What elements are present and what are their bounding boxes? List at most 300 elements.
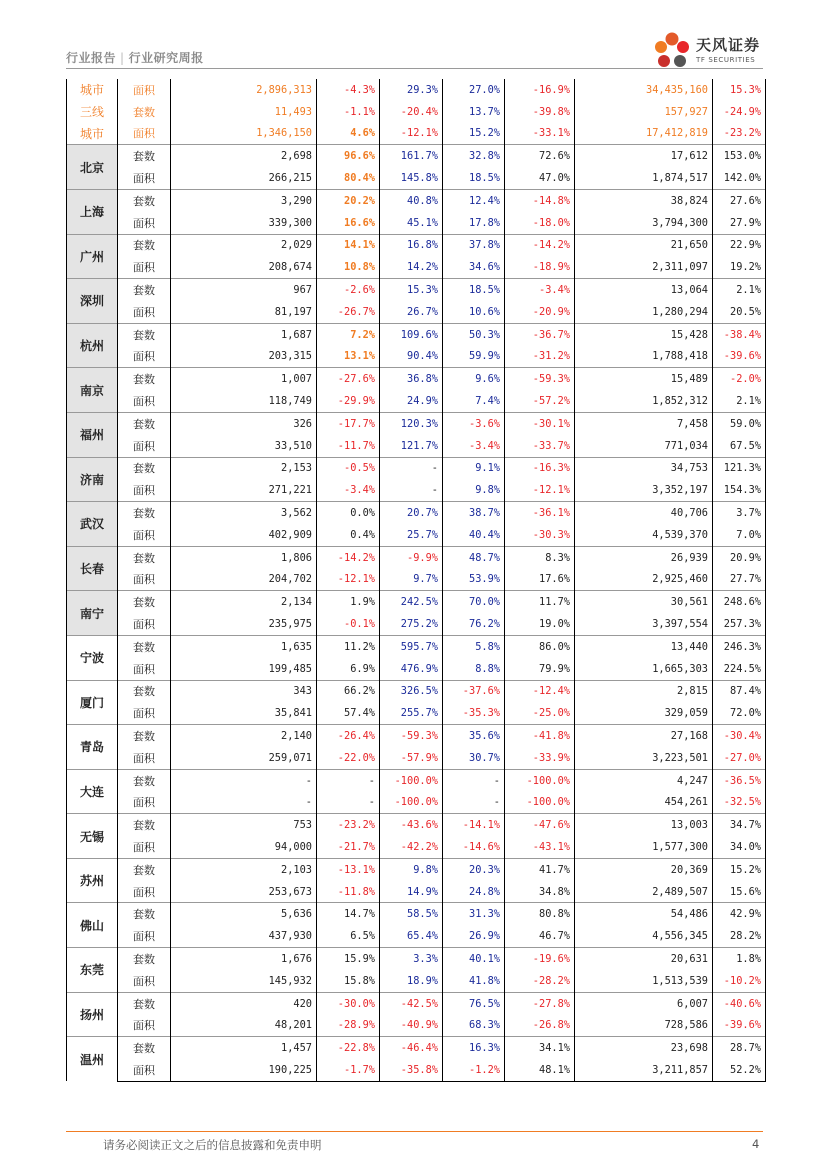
value-cell: 20.9% [713, 546, 766, 568]
value-cell: -28.9% [317, 1014, 380, 1036]
value-cell: 42.9% [713, 903, 766, 925]
city-sales-table [66, 79, 766, 1082]
value-cell: 14.7% [317, 903, 380, 925]
value-cell: 18.5% [443, 279, 505, 301]
value-cell: -18.0% [505, 212, 575, 234]
table-row [67, 412, 766, 434]
value-cell: 26.7% [380, 301, 443, 323]
value-cell: - [317, 769, 380, 791]
value-cell: 728,586 [575, 1014, 713, 1036]
value-cell: 16.6% [317, 212, 380, 234]
value-cell: 40.1% [443, 948, 505, 970]
value-cell: 121.7% [380, 435, 443, 457]
metric-type: 面积 [118, 123, 171, 145]
value-cell: 11.7% [505, 591, 575, 613]
metric-type: 套数 [118, 725, 171, 747]
table-row [67, 301, 766, 323]
value-cell: 20.3% [443, 858, 505, 880]
value-cell: -35.8% [380, 1059, 443, 1081]
value-cell: -26.8% [505, 1014, 575, 1036]
value-cell: 11,493 [171, 101, 317, 123]
value-cell: -43.6% [380, 814, 443, 836]
value-cell: 59.9% [443, 346, 505, 368]
value-cell: 3.7% [713, 502, 766, 524]
page-number: 4 [752, 1137, 760, 1151]
value-cell: 1,676 [171, 948, 317, 970]
value-cell: 66.2% [317, 680, 380, 702]
value-cell: 4.6% [317, 123, 380, 145]
value-cell: 2,896,313 [171, 79, 317, 101]
value-cell: 1,577,300 [575, 836, 713, 858]
value-cell: 242.5% [380, 591, 443, 613]
value-cell: -1.7% [317, 1059, 380, 1081]
city-name: 南宁 [67, 591, 118, 636]
table-row [67, 569, 766, 591]
table-row [67, 479, 766, 501]
metric-type: 面积 [118, 212, 171, 234]
value-cell: -26.7% [317, 301, 380, 323]
metric-type: 套数 [118, 680, 171, 702]
value-cell: 27.7% [713, 569, 766, 591]
table-row [67, 948, 766, 970]
value-cell: 70.0% [443, 591, 505, 613]
value-cell: 14.9% [380, 881, 443, 903]
value-cell: 15.8% [317, 970, 380, 992]
value-cell: 1,457 [171, 1037, 317, 1059]
value-cell: 35.6% [443, 725, 505, 747]
value-cell: -18.9% [505, 256, 575, 278]
value-cell: 14.2% [380, 256, 443, 278]
metric-type: 套数 [118, 101, 171, 123]
value-cell: 19.2% [713, 256, 766, 278]
value-cell: 15.2% [443, 123, 505, 145]
value-cell: -36.7% [505, 323, 575, 345]
value-cell: -33.7% [505, 435, 575, 457]
value-cell: 80.8% [505, 903, 575, 925]
value-cell: 9.6% [443, 368, 505, 390]
value-cell: - [380, 479, 443, 501]
table-row [67, 234, 766, 256]
report-category [66, 49, 204, 66]
value-cell: 40.4% [443, 524, 505, 546]
table-row [67, 903, 766, 925]
value-cell: -14.6% [443, 836, 505, 858]
value-cell: 1,687 [171, 323, 317, 345]
value-cell: 21,650 [575, 234, 713, 256]
value-cell: 34.7% [713, 814, 766, 836]
value-cell: - [171, 792, 317, 814]
value-cell: 57.4% [317, 702, 380, 724]
value-cell: -14.2% [505, 234, 575, 256]
value-cell: -39.6% [713, 346, 766, 368]
value-cell: 6,007 [575, 992, 713, 1014]
value-cell: -1.1% [317, 101, 380, 123]
value-cell: 15,489 [575, 368, 713, 390]
metric-type: 套数 [118, 412, 171, 434]
value-cell: -22.8% [317, 1037, 380, 1059]
value-cell: 2.1% [713, 390, 766, 412]
table-body [67, 79, 766, 1081]
value-cell: 26,939 [575, 546, 713, 568]
value-cell: 199,485 [171, 658, 317, 680]
value-cell: 329,059 [575, 702, 713, 724]
table-row [67, 702, 766, 724]
value-cell: -21.7% [317, 836, 380, 858]
table-row [67, 524, 766, 546]
city-name: 武汉 [67, 502, 118, 547]
table-row [67, 836, 766, 858]
metric-type: 套数 [118, 948, 171, 970]
value-cell: 48.7% [443, 546, 505, 568]
table-row [67, 346, 766, 368]
city-name: 青岛 [67, 725, 118, 770]
metric-type: 面积 [118, 435, 171, 457]
value-cell: 33,510 [171, 435, 317, 457]
metric-type: 面积 [118, 970, 171, 992]
value-cell: - [443, 792, 505, 814]
value-cell: 41.8% [443, 970, 505, 992]
value-cell: -12.1% [317, 569, 380, 591]
value-cell: 1,806 [171, 546, 317, 568]
value-cell: 235,975 [171, 613, 317, 635]
value-cell: 454,261 [575, 792, 713, 814]
metric-type: 套数 [118, 234, 171, 256]
value-cell: -29.9% [317, 390, 380, 412]
metric-type: 套数 [118, 145, 171, 167]
table-row [67, 635, 766, 657]
value-cell: 145.8% [380, 167, 443, 189]
value-cell: 2,103 [171, 858, 317, 880]
value-cell: 27.0% [443, 79, 505, 101]
value-cell: -30.4% [713, 725, 766, 747]
value-cell: -27.8% [505, 992, 575, 1014]
value-cell: -59.3% [380, 725, 443, 747]
value-cell: 7.2% [317, 323, 380, 345]
value-cell: 9.1% [443, 457, 505, 479]
value-cell: 50.3% [443, 323, 505, 345]
metric-type: 面积 [118, 569, 171, 591]
value-cell: 18.5% [443, 167, 505, 189]
value-cell: 753 [171, 814, 317, 836]
value-cell: -26.4% [317, 725, 380, 747]
value-cell: 41.7% [505, 858, 575, 880]
metric-type: 套数 [118, 858, 171, 880]
value-cell: -12.4% [505, 680, 575, 702]
value-cell: -19.6% [505, 948, 575, 970]
value-cell: 28.2% [713, 925, 766, 947]
value-cell: 5,636 [171, 903, 317, 925]
city-name: 苏州 [67, 858, 118, 903]
value-cell: 13,440 [575, 635, 713, 657]
value-cell: - [171, 769, 317, 791]
value-cell: 58.5% [380, 903, 443, 925]
value-cell: -16.9% [505, 79, 575, 101]
value-cell: 20,369 [575, 858, 713, 880]
value-cell: 9.8% [380, 858, 443, 880]
metric-type: 套数 [118, 903, 171, 925]
metric-type: 面积 [118, 1014, 171, 1036]
value-cell: 259,071 [171, 747, 317, 769]
value-cell: 2,698 [171, 145, 317, 167]
value-cell: 20.7% [380, 502, 443, 524]
value-cell: -100.0% [505, 792, 575, 814]
value-cell: -100.0% [505, 769, 575, 791]
value-cell: 203,315 [171, 346, 317, 368]
value-cell: 9.7% [380, 569, 443, 591]
value-cell: -36.1% [505, 502, 575, 524]
value-cell: 76.2% [443, 613, 505, 635]
value-cell: -11.8% [317, 881, 380, 903]
value-cell: 6.5% [317, 925, 380, 947]
value-cell: 16.3% [443, 1037, 505, 1059]
header-weekly-label: 行业研究周报 [128, 51, 204, 65]
value-cell: 59.0% [713, 412, 766, 434]
value-cell: 13,003 [575, 814, 713, 836]
value-cell: -41.8% [505, 725, 575, 747]
value-cell: 40.8% [380, 189, 443, 211]
value-cell: - [380, 457, 443, 479]
table-row [67, 1037, 766, 1059]
value-cell: 94,000 [171, 836, 317, 858]
city-group-label: 三线 [67, 101, 118, 123]
value-cell: -30.1% [505, 412, 575, 434]
value-cell: 2,134 [171, 591, 317, 613]
value-cell: -30.3% [505, 524, 575, 546]
value-cell: 154.3% [713, 479, 766, 501]
value-cell: -2.0% [713, 368, 766, 390]
value-cell: 326.5% [380, 680, 443, 702]
value-cell: 15.3% [713, 79, 766, 101]
value-cell: 20.5% [713, 301, 766, 323]
value-cell: 34.8% [505, 881, 575, 903]
value-cell: -31.2% [505, 346, 575, 368]
value-cell: 15,428 [575, 323, 713, 345]
value-cell: 595.7% [380, 635, 443, 657]
city-group-label: 城市 [67, 79, 118, 101]
value-cell: -42.2% [380, 836, 443, 858]
value-cell: -14.1% [443, 814, 505, 836]
value-cell: -1.2% [443, 1059, 505, 1081]
value-cell: 54,486 [575, 903, 713, 925]
value-cell: -59.3% [505, 368, 575, 390]
table-row [67, 79, 766, 101]
value-cell: -27.6% [317, 368, 380, 390]
value-cell: 15.3% [380, 279, 443, 301]
value-cell: 967 [171, 279, 317, 301]
metric-type: 套数 [118, 546, 171, 568]
value-cell: 48,201 [171, 1014, 317, 1036]
value-cell: 437,930 [171, 925, 317, 947]
value-cell: -20.4% [380, 101, 443, 123]
value-cell: 30.7% [443, 747, 505, 769]
value-cell: -3.4% [443, 435, 505, 457]
value-cell: -10.2% [713, 970, 766, 992]
value-cell: -32.5% [713, 792, 766, 814]
value-cell: 1,665,303 [575, 658, 713, 680]
value-cell: 3,211,857 [575, 1059, 713, 1081]
value-cell: 20.2% [317, 189, 380, 211]
value-cell: 46.7% [505, 925, 575, 947]
value-cell: 23,698 [575, 1037, 713, 1059]
value-cell: -39.6% [713, 1014, 766, 1036]
value-cell: 12.4% [443, 189, 505, 211]
table-row [67, 725, 766, 747]
value-cell: 8.3% [505, 546, 575, 568]
metric-type: 套数 [118, 992, 171, 1014]
value-cell: 25.7% [380, 524, 443, 546]
value-cell: 3,352,197 [575, 479, 713, 501]
value-cell: 72.6% [505, 145, 575, 167]
table-row [67, 502, 766, 524]
value-cell: 7.4% [443, 390, 505, 412]
value-cell: 34.1% [505, 1037, 575, 1059]
header-separator: | [120, 51, 125, 65]
value-cell: 145,932 [171, 970, 317, 992]
value-cell: -3.6% [443, 412, 505, 434]
metric-type: 套数 [118, 814, 171, 836]
value-cell: 2,925,460 [575, 569, 713, 591]
table-row [67, 1014, 766, 1036]
value-cell: 45.1% [380, 212, 443, 234]
table-row [67, 323, 766, 345]
value-cell: -100.0% [380, 769, 443, 791]
metric-type: 面积 [118, 836, 171, 858]
value-cell: -14.8% [505, 189, 575, 211]
city-name: 佛山 [67, 903, 118, 948]
value-cell: -17.7% [317, 412, 380, 434]
metric-type: 套数 [118, 502, 171, 524]
value-cell: 13.7% [443, 101, 505, 123]
value-cell: 2,311,097 [575, 256, 713, 278]
value-cell: 34.6% [443, 256, 505, 278]
value-cell: 771,034 [575, 435, 713, 457]
value-cell: 28.7% [713, 1037, 766, 1059]
metric-type: 套数 [118, 769, 171, 791]
value-cell: 3,290 [171, 189, 317, 211]
value-cell: -0.5% [317, 457, 380, 479]
value-cell: -4.3% [317, 79, 380, 101]
value-cell: 30,561 [575, 591, 713, 613]
city-name: 济南 [67, 457, 118, 502]
value-cell: 27,168 [575, 725, 713, 747]
value-cell: 96.6% [317, 145, 380, 167]
value-cell: 0.4% [317, 524, 380, 546]
city-name: 深圳 [67, 279, 118, 324]
metric-type: 套数 [118, 189, 171, 211]
value-cell: 90.4% [380, 346, 443, 368]
metric-type: 面积 [118, 479, 171, 501]
value-cell: -100.0% [380, 792, 443, 814]
value-cell: -39.8% [505, 101, 575, 123]
metric-type: 面积 [118, 79, 171, 101]
value-cell: -35.3% [443, 702, 505, 724]
value-cell: 326 [171, 412, 317, 434]
value-cell: -22.0% [317, 747, 380, 769]
table-row [67, 1059, 766, 1081]
value-cell: 31.3% [443, 903, 505, 925]
table-row [67, 747, 766, 769]
metric-type: 面积 [118, 524, 171, 546]
value-cell: -36.5% [713, 769, 766, 791]
city-group-label: 城市 [67, 123, 118, 145]
value-cell: 34,753 [575, 457, 713, 479]
city-name: 广州 [67, 234, 118, 279]
city-name: 长春 [67, 546, 118, 591]
table-row [67, 814, 766, 836]
value-cell: 40,706 [575, 502, 713, 524]
value-cell: 19.0% [505, 613, 575, 635]
value-cell: 34.0% [713, 836, 766, 858]
value-cell: 6.9% [317, 658, 380, 680]
table-row [67, 189, 766, 211]
flower-logo-icon [652, 30, 692, 72]
value-cell: 47.0% [505, 167, 575, 189]
metric-type: 套数 [118, 323, 171, 345]
value-cell: 120.3% [380, 412, 443, 434]
city-name: 厦门 [67, 680, 118, 725]
table-row [67, 435, 766, 457]
value-cell: -23.2% [713, 123, 766, 145]
value-cell: 15.2% [713, 858, 766, 880]
value-cell: -9.9% [380, 546, 443, 568]
value-cell: -2.6% [317, 279, 380, 301]
value-cell: 2.1% [713, 279, 766, 301]
metric-type: 套数 [118, 457, 171, 479]
value-cell: 3,223,501 [575, 747, 713, 769]
value-cell: 27.9% [713, 212, 766, 234]
value-cell: 17,412,819 [575, 123, 713, 145]
metric-type: 面积 [118, 658, 171, 680]
value-cell: 1,788,418 [575, 346, 713, 368]
value-cell: 1.8% [713, 948, 766, 970]
value-cell: 17.8% [443, 212, 505, 234]
value-cell: 266,215 [171, 167, 317, 189]
value-cell: -13.1% [317, 858, 380, 880]
value-cell: 38,824 [575, 189, 713, 211]
value-cell: 32.8% [443, 145, 505, 167]
value-cell: 68.3% [443, 1014, 505, 1036]
metric-type: 套数 [118, 1037, 171, 1059]
value-cell: 4,556,345 [575, 925, 713, 947]
value-cell: 76.5% [443, 992, 505, 1014]
value-cell: 1,513,539 [575, 970, 713, 992]
value-cell: 36.8% [380, 368, 443, 390]
city-name: 福州 [67, 412, 118, 457]
value-cell: 15.6% [713, 881, 766, 903]
value-cell: -43.1% [505, 836, 575, 858]
table-row [67, 212, 766, 234]
table-row [67, 390, 766, 412]
value-cell: 27.6% [713, 189, 766, 211]
value-cell: 257.3% [713, 613, 766, 635]
value-cell: 4,539,370 [575, 524, 713, 546]
value-cell: 9.8% [443, 479, 505, 501]
value-cell: -30.0% [317, 992, 380, 1014]
metric-type: 面积 [118, 301, 171, 323]
city-name: 扬州 [67, 992, 118, 1037]
city-name: 上海 [67, 189, 118, 234]
value-cell: 17,612 [575, 145, 713, 167]
metric-type: 套数 [118, 591, 171, 613]
value-cell: 161.7% [380, 145, 443, 167]
table-row [67, 970, 766, 992]
value-cell: - [443, 769, 505, 791]
metric-type: 面积 [118, 390, 171, 412]
value-cell: 35,841 [171, 702, 317, 724]
value-cell: 402,909 [171, 524, 317, 546]
value-cell: -27.0% [713, 747, 766, 769]
value-cell: -23.2% [317, 814, 380, 836]
